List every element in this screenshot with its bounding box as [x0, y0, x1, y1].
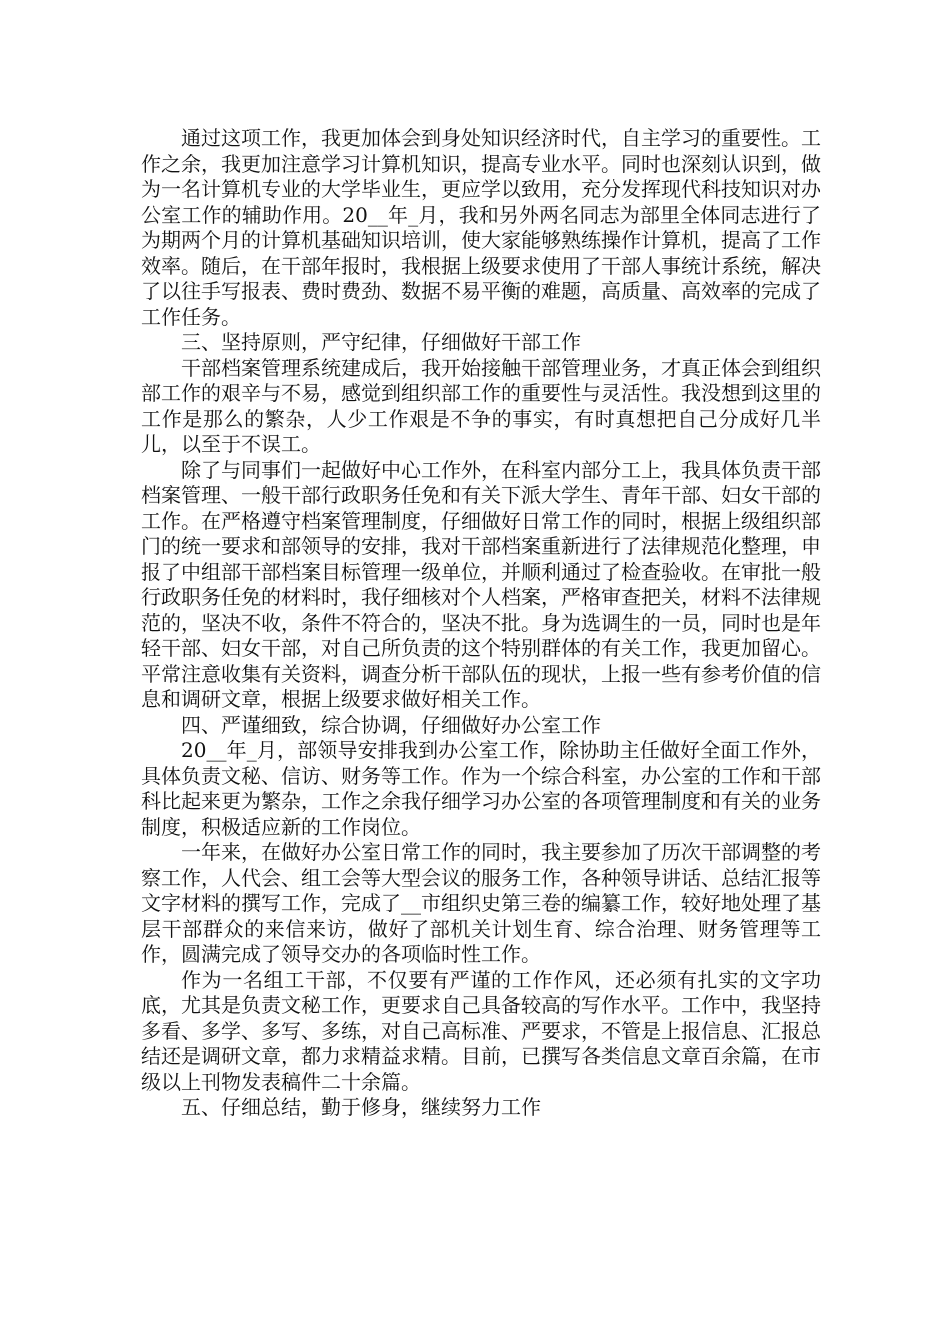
document-body — [141, 126, 821, 1121]
paragraph-office-assignment: 20__年_月，部领导安排我到办公室工作，除协助主任做好全面工作外，具体负责文秘、信访、财务等工作。作为一个综合科室，办公室的工作和干部科比起来更为繁杂，工作之余我仔细学习办公室的各项管理制度和有关的业务制度，积极适应新的工作岗位。 — [141, 738, 821, 839]
section-heading-4: 四、严谨细致，综合协调，仔细做好办公室工作 — [181, 712, 601, 737]
paragraph-office-year-work: 一年来，在做好办公室日常工作的同时，我主要参加了历次干部调整的考察工作，人代会、组工会等大型会议的服务工作，各种领导讲话、总结汇报等文字材料的撰写工作，完成了__市组织史第三卷的编纂工作，较好地处理了基层干部群众的来信来访，做好了部机关计划生育、综合治理、财务管理等工作，圆满完成了领导交办的各项临时性工作。 — [141, 840, 821, 966]
section-heading-3: 三、坚持原则，严守纪律，仔细做好干部工作 — [181, 330, 581, 354]
paragraph-writing-skills: 作为一名组工干部，不仅要有严谨的工作作风，还必须有扎实的文字功底，尤其是负责文秘工作，更要求自己具备较高的写作水平。工作中，我坚持多看、多学、多写、多练，对自己高标准、严要求，不管是上报信息、汇报总结还是调研文章，都力求精益求精。目前，已撰写各类信息文章百余篇，在市级以上刊物发表稿件二十余篇。 — [141, 967, 821, 1094]
section-heading-5: 五、仔细总结，勤于修身，继续努力工作 — [181, 1095, 541, 1119]
paragraph-computer-training: 通过这项工作，我更加体会到身处知识经济时代，自主学习的重要性。工作之余，我更加注意学习计算机知识，提高专业水平。同时也深刻认识到，做为一名计算机专业的大学毕业生，更应学以致用，充分发挥现代科技知识对办公室工作的辅助作用。20__年_月，我和另外两名同志为部里全体同志进行了为期两个月的计算机基础知识培训，使大家能够熟练操作计算机，提高了工作效率。随后，在干部年报时，我根据上级要求使用了干部人事统计系统，解决了以往手写报表、费时费劲、数据不易平衡的难题，高质量、高效率的完成了工作任务。 — [141, 126, 821, 329]
paragraph-cadre-archive-system: 干部档案管理系统建成后，我开始接触干部管理业务，才真正体会到组织部工作的艰辛与不易，感觉到组织部工作的重要性与灵活性。我没想到这里的工作是那么的繁杂，人少工作艰是不争的事实，有时真想把自己分成好几半儿，以至于不误工。 — [141, 355, 821, 456]
paragraph-cadre-duties: 除了与同事们一起做好中心工作外，在科室内部分工上，我具体负责干部档案管理、一般干部行政职务任免和有关下派大学生、青年干部、妇女干部的工作。在严格遵守档案管理制度，仔细做好日常工作的同时，根据上级组织部门的统一要求和部领导的安排，我对干部档案重新进行了法律规范化整理，申报了中组部干部档案目标管理一级单位，并顺利通过了检查验收。在审批一般行政职务任免的材料时，我仔细核对个人档案，严格审查把关，材料不法律规范的，坚决不收，条件不符合的，坚决不批。身为选调生的一员，同时也是年轻干部、妇女干部，对自己所负责的这个特别群体的有关工作，我更加留心。平常注意收集有关资料，调查分析干部队伍的现状，上报一些有参考价值的信息和调研文章，根据上级要求做好相关工作。 — [141, 457, 821, 711]
